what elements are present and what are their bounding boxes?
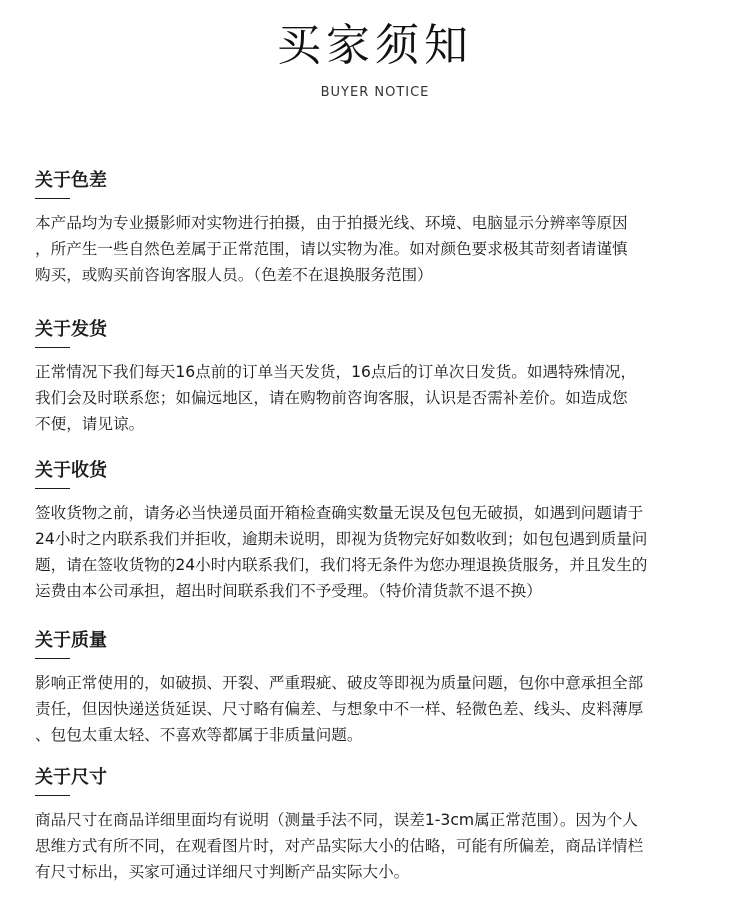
body-line: 正常情况下我们每天16点前的订单当天发货，16点后的订单次日发货。如遇特殊情况， bbox=[35, 363, 637, 381]
section-body bbox=[35, 670, 715, 748]
heading-underline bbox=[35, 795, 70, 796]
notice-subtitle: BUYER NOTICE bbox=[320, 85, 430, 100]
body-line: 24小时之内联系我们并拒收，逾期未说明，即视为货物完好如数收到；如包包遇到质量问 bbox=[35, 530, 648, 548]
body-line: 签收货物之前，请务必当快递员面开箱检查确实数量无误及包包无破损，如遇到问题请于 bbox=[35, 504, 644, 522]
body-line: 商品尺寸在商品详细里面均有说明（测量手法不同，误差1-3cm属正常范围）。因为个人 bbox=[35, 811, 638, 829]
section-size bbox=[35, 766, 715, 885]
heading-underline bbox=[35, 198, 70, 199]
body-line: 我们会及时联系您；如偏远地区，请在购物前咨询客服，认识是否需补差价。如造成您 bbox=[35, 389, 628, 407]
heading-underline bbox=[35, 658, 70, 659]
body-line: 本产品均为专业摄影师对实物进行拍摄，由于拍摄光线、环境、电脑显示分辨率等原因 bbox=[35, 214, 628, 232]
body-line: 不便，请见谅。 bbox=[35, 415, 145, 433]
body-line: 运费由本公司承担，超出时间联系我们不予受理。（特价清货款不退不换） bbox=[35, 582, 542, 600]
body-line: 影响正常使用的，如破损、开裂、严重瑕疵、破皮等即视为质量问题，包你中意承担全部 bbox=[35, 674, 644, 692]
notice-title: 买家须知 bbox=[277, 20, 473, 71]
section-heading: 关于尺寸 bbox=[35, 767, 107, 788]
body-line: 责任，但因快递送货延误、尺寸略有偏差、与想象中不一样、轻微色差、线头、皮料薄厚 bbox=[35, 700, 644, 718]
body-line: ，所产生一些自然色差属于正常范围，请以实物为准。如对颜色要求极其苛刻者请谨慎 bbox=[35, 240, 628, 258]
section-heading: 关于发货 bbox=[35, 319, 107, 340]
section-body bbox=[35, 359, 715, 437]
section-heading: 关于质量 bbox=[35, 630, 107, 651]
body-line: 思维方式有所不同，在观看图片时，对产品实际大小的估略，可能有所偏差，商品详情栏 bbox=[35, 837, 644, 855]
heading-underline bbox=[35, 488, 70, 489]
body-line: 购买，或购买前咨询客服人员。（色差不在退换服务范围） bbox=[35, 266, 433, 284]
section-receiving bbox=[35, 459, 715, 604]
section-body bbox=[35, 210, 715, 288]
section-quality bbox=[35, 629, 715, 748]
section-body bbox=[35, 807, 715, 885]
section-shipping bbox=[35, 318, 715, 437]
section-heading: 关于收货 bbox=[35, 460, 107, 481]
heading-underline bbox=[35, 347, 70, 348]
section-body bbox=[35, 500, 715, 604]
body-line: 题，请在签收货物的24小时内联系我们，我们将无条件为您办理退换货服务，并且发生的 bbox=[35, 556, 648, 574]
body-line: 、包包太重太轻、不喜欢等都属于非质量问题。 bbox=[35, 726, 363, 744]
section-color-difference bbox=[35, 169, 715, 288]
body-line: 有尺寸标出，买家可通过详细尺寸判断产品实际大小。 bbox=[35, 863, 410, 881]
section-heading: 关于色差 bbox=[35, 170, 107, 191]
